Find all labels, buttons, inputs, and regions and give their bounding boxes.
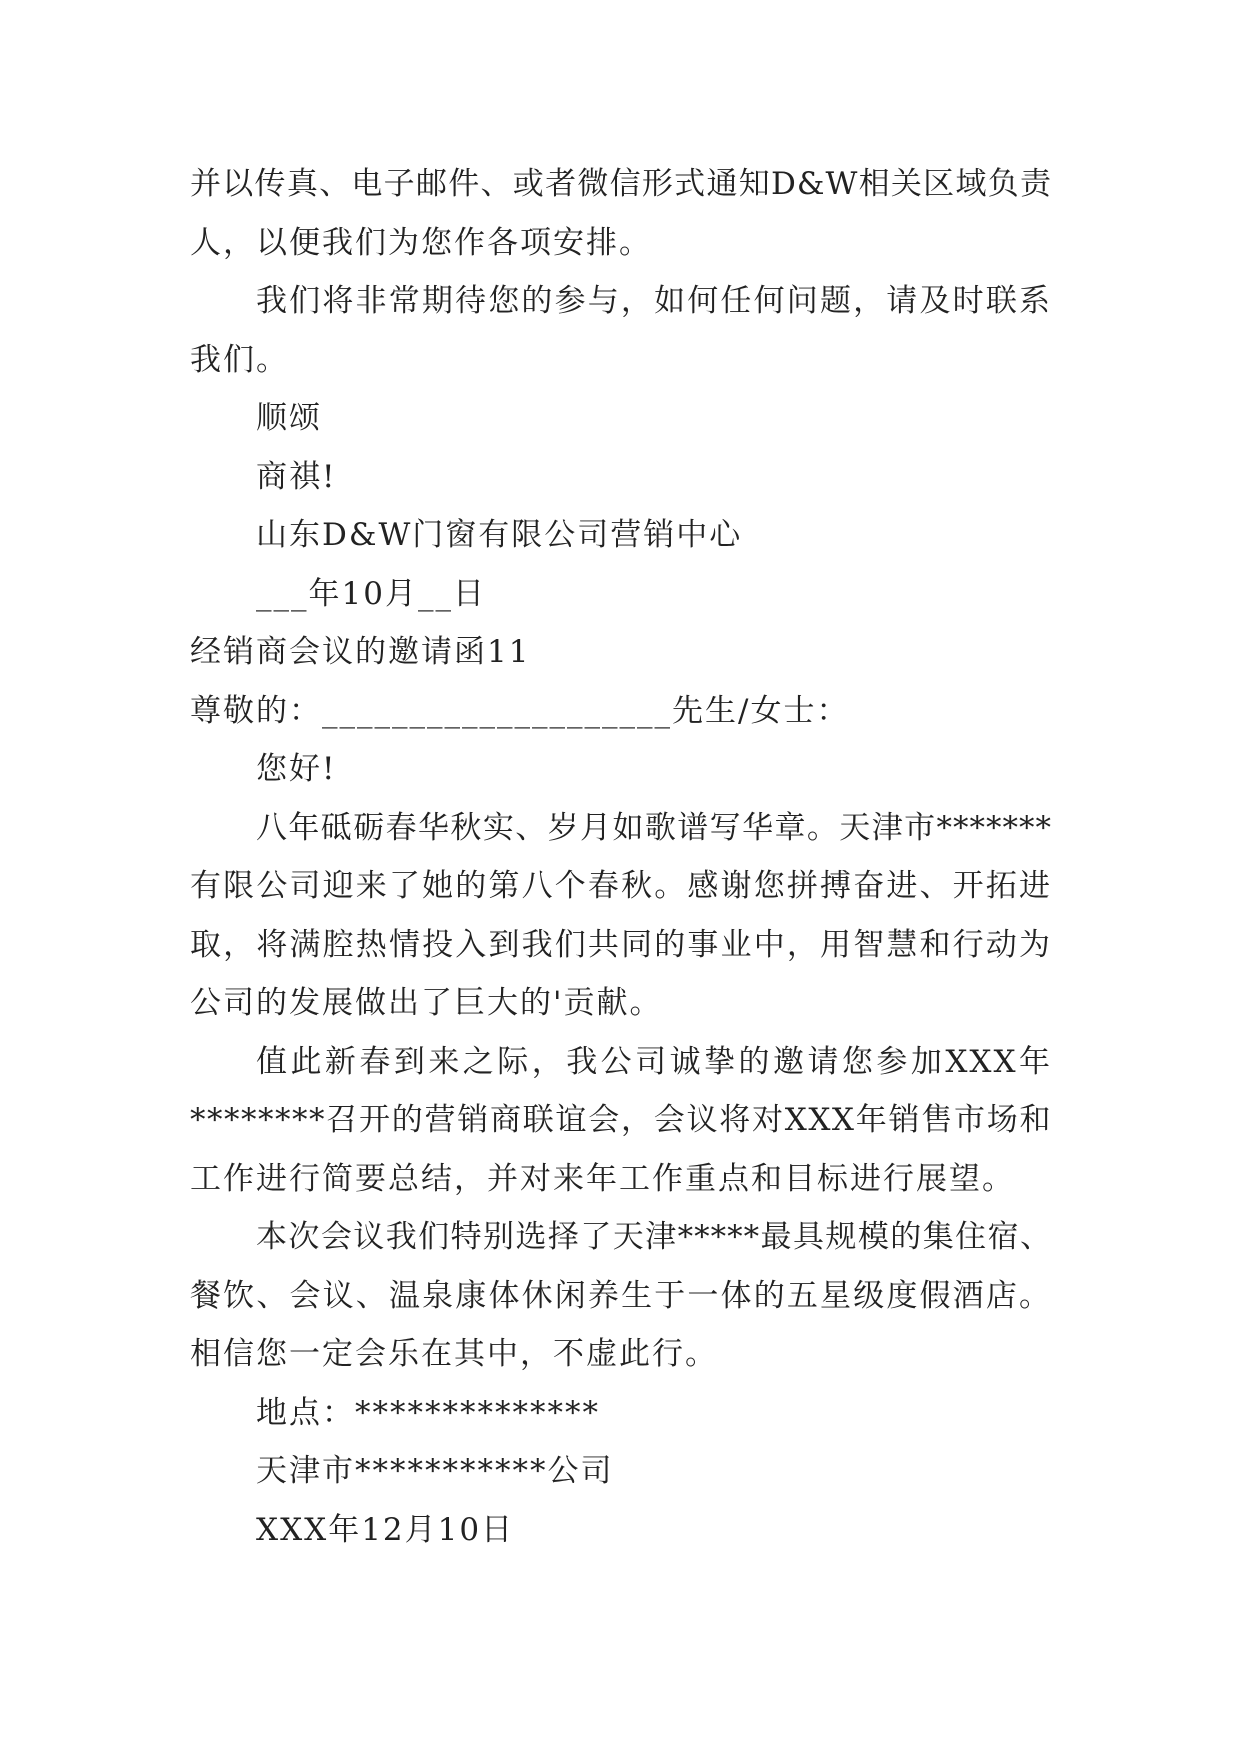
text-line: 值此新春到来之际，我公司诚挚的邀请您参加XXX年 bbox=[256, 1043, 1052, 1080]
document-body bbox=[190, 155, 1052, 1559]
signature-date: XXX年12月10日 bbox=[256, 1511, 515, 1548]
text-line: 八年砥砺春华秋实、岁月如歌谱写华章。天津市******* bbox=[256, 809, 1052, 846]
text-line: 公司的发展做出了巨大的'贡献。 bbox=[190, 985, 663, 1021]
closing-salutation: 顺颂 bbox=[256, 400, 322, 436]
text-line: 餐饮、会议、温泉康体休闲养生于一体的五星级度假酒店。 bbox=[190, 1277, 1052, 1314]
closing-wish: 商祺! bbox=[256, 458, 337, 495]
text-line: 我们将非常期待您的参与，如何任何问题，请及时联系 bbox=[256, 283, 1052, 319]
text-line: 取，将满腔热情投入到我们共同的事业中，用智慧和行动为 bbox=[190, 926, 1052, 963]
greeting: 您好! bbox=[256, 751, 337, 787]
greeting-recipient: 尊敬的：____________________先生/女士： bbox=[190, 692, 850, 729]
text-line: 有限公司迎来了她的第八个春秋。感谢您拼搏奋进、开拓进 bbox=[190, 868, 1052, 904]
section-title: 经销商会议的邀请函11 bbox=[190, 634, 531, 670]
text-line: 相信您一定会乐在其中，不虚此行。 bbox=[190, 1336, 718, 1372]
signature-company: 天津市***********公司 bbox=[256, 1453, 614, 1489]
text-line: 我们。 bbox=[190, 341, 289, 378]
text-line: 本次会议我们特别选择了天津*****最具规模的集住宿、 bbox=[256, 1219, 1052, 1255]
signature-org: 山东D&W门窗有限公司营销中心 bbox=[256, 517, 743, 553]
text-line: ********召开的营销商联谊会，会议将对XXX年销售市场和 bbox=[190, 1102, 1052, 1138]
text-line: 人，以便我们为您作各项安排。 bbox=[190, 224, 652, 261]
location-line: 地点：************** bbox=[256, 1394, 600, 1431]
text-line: 工作进行简要总结，并对来年工作重点和目标进行展望。 bbox=[190, 1160, 1015, 1197]
text-line: 并以传真、电子邮件、或者微信形式通知D&W相关区域负责 bbox=[190, 166, 1052, 202]
signature-date: ___年10月__日 bbox=[256, 575, 486, 612]
